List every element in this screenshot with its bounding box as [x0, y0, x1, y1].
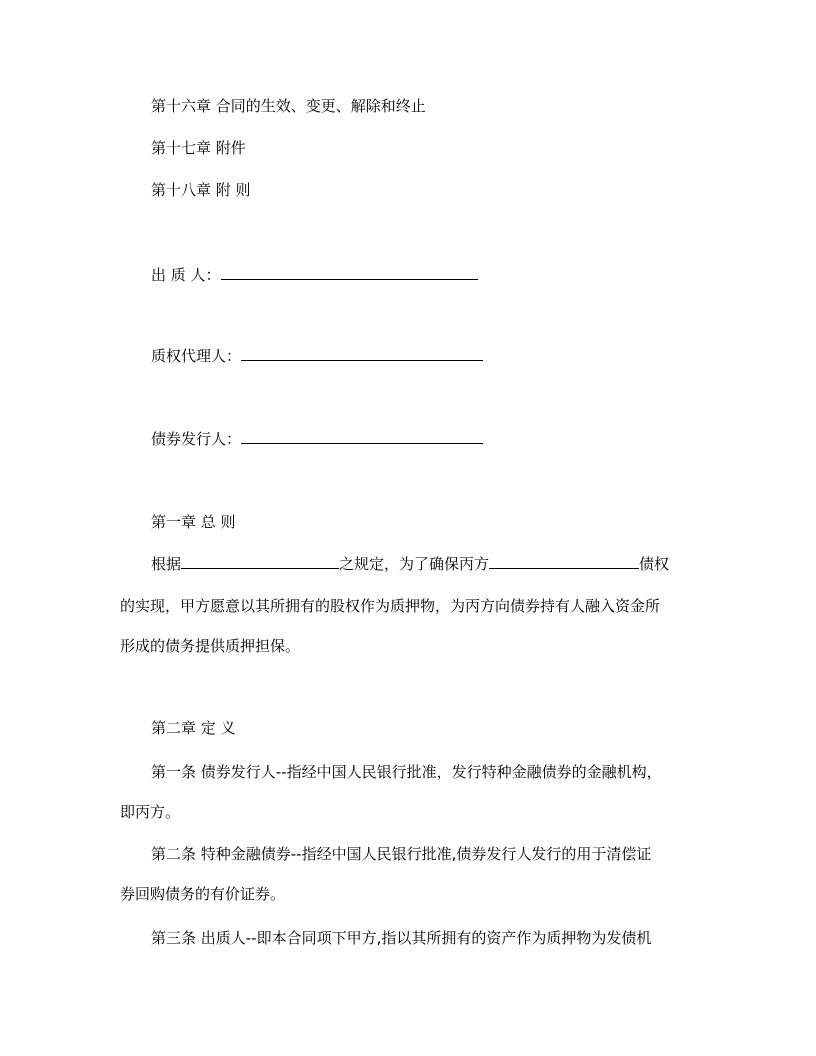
pledgor-signature-line: [151, 265, 478, 285]
text-segment: 债权: [639, 555, 670, 573]
pledgor-label: 出 质 人：: [151, 266, 221, 284]
article-2-line-1: 第二条 特种金融债券--指经中国人民银行批准,债券发行人发行的用于清偿证: [151, 845, 652, 863]
chapter-1-paragraph-line-3: 形成的债务提供质押担保。: [120, 637, 301, 655]
chapter-2-heading: 第二章 定 义: [151, 719, 236, 737]
article-3-line-1: 第三条 出质人--即本合同项下甲方,指以其所拥有的资产作为质押物为发债机: [151, 929, 652, 947]
text-segment: 之规定，为了确保丙方: [339, 555, 490, 573]
chapter-1-heading: 第一章 总 则: [151, 513, 236, 531]
issuer-label: 债券发行人：: [151, 430, 242, 448]
article-1-line-1: 第一条 债券发行人--指经中国人民银行批准，发行特种金融债券的金融机构，: [151, 763, 662, 781]
toc-chapter-16: 第十六章 合同的生效、变更、解除和终止: [151, 97, 426, 115]
debt-blank: [489, 554, 639, 569]
toc-chapter-17: 第十七章 附件: [151, 139, 246, 157]
issuer-blank: [241, 429, 483, 444]
chapter-1-paragraph-line-2: 的实现，甲方愿意以其所拥有的股权作为质押物，为丙方向债券持有人融入资金所: [120, 597, 661, 615]
article-2-line-2: 券回购债务的有价证券。: [120, 885, 286, 903]
agent-signature-line: [151, 346, 483, 366]
agent-blank: [241, 346, 483, 361]
issuer-signature-line: [151, 429, 483, 449]
pledgor-blank: [221, 265, 478, 280]
article-1-line-2: 即丙方。: [120, 803, 181, 821]
toc-chapter-18: 第十八章 附 则: [151, 181, 251, 199]
text-segment: 根据: [151, 555, 182, 573]
chapter-1-paragraph-line-1: [151, 554, 669, 574]
agent-label: 质权代理人：: [151, 347, 242, 365]
law-blank: [181, 554, 339, 569]
